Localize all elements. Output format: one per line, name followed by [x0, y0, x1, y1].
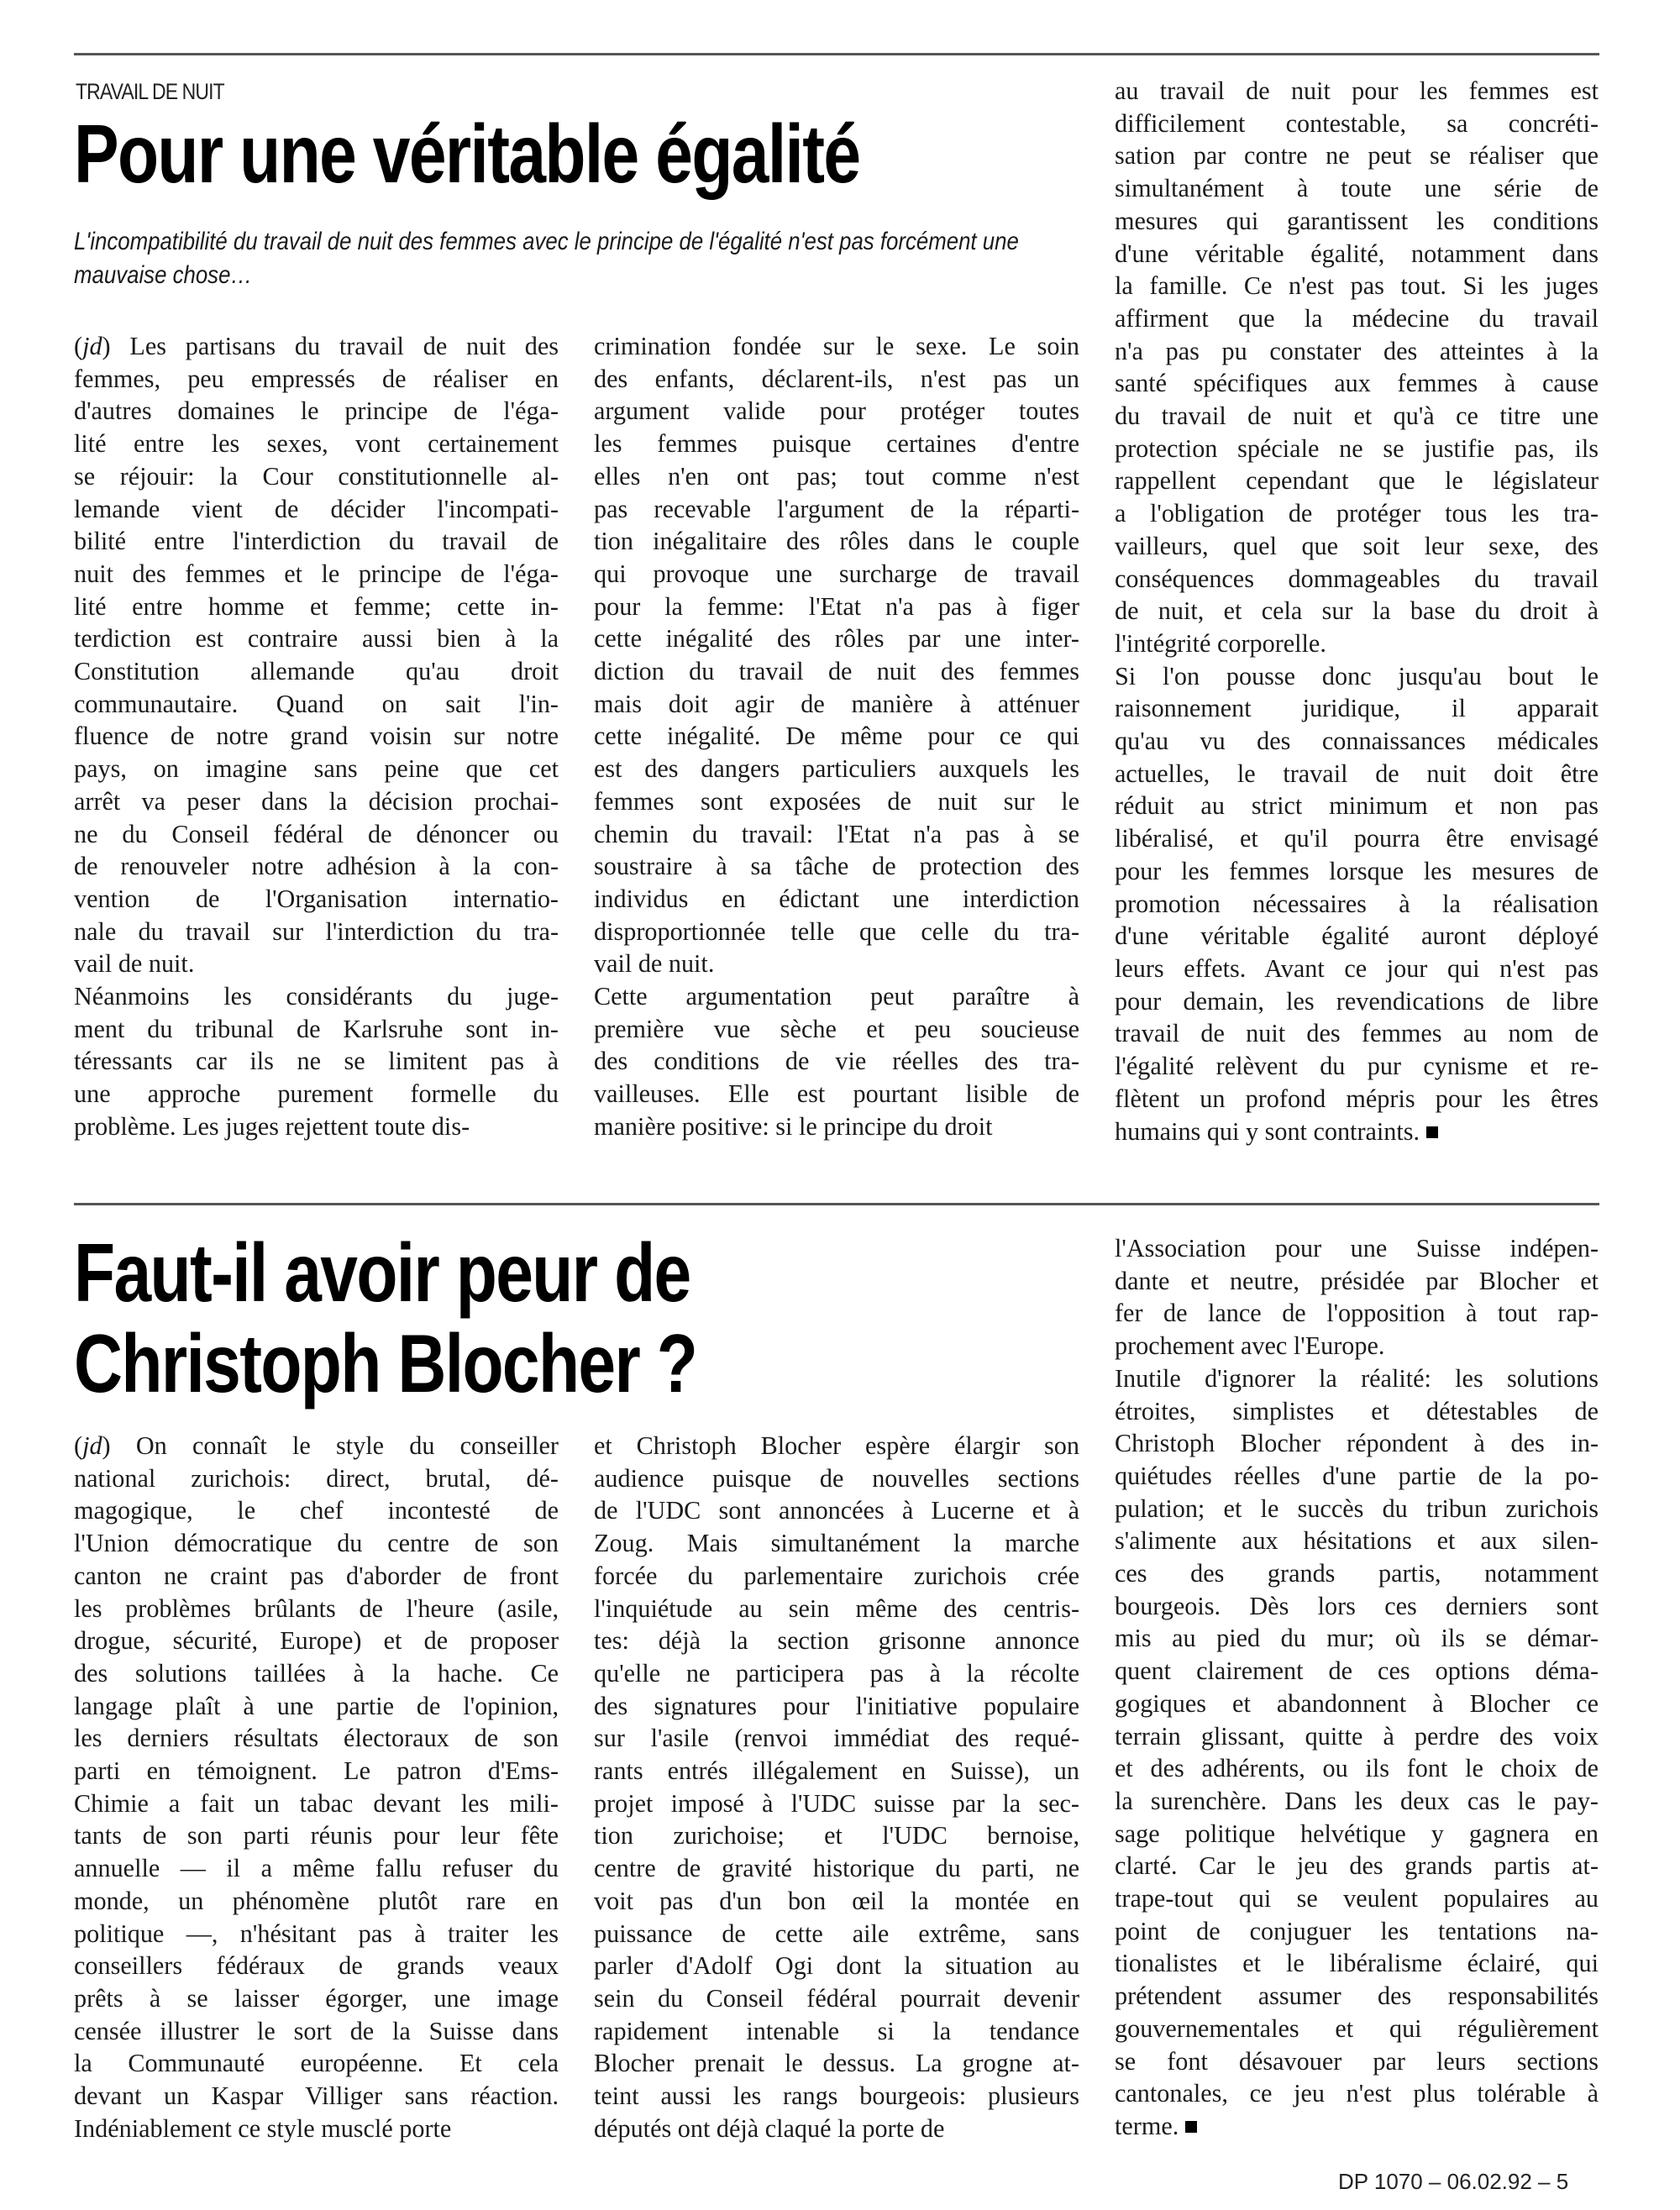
- text-line: difficilement contestable, sa concréti-: [1115, 108, 1599, 138]
- paragraph: [1115, 1362, 1599, 2143]
- text-line: prétendent assumer des responsabilités: [1115, 1982, 1599, 2011]
- text-line: libéralisé, et qu'il pourra être envisagé: [1115, 824, 1599, 853]
- text-line: crimination fondée sur le sexe. Le soin: [594, 332, 1079, 360]
- text-line: des solutions taillées à la hache. Ce: [74, 1658, 559, 1688]
- text-line: vailleuses. Elle est pourtant lisible de: [594, 1079, 1079, 1109]
- text-line: pour la femme: l'Etat n'a pas à figer: [594, 591, 1079, 621]
- text-line: parti en témoignent. Le patron d'Ems-: [74, 1756, 559, 1786]
- text-line: s'alimente aux hésitations et aux silen-: [1115, 1526, 1599, 1556]
- text-line: disproportionnée telle que celle du tra-: [594, 916, 1079, 946]
- text-line: nale du travail sur l'interdiction du tra-: [74, 916, 559, 946]
- article1-column-3: [1115, 75, 1599, 1147]
- text-line: des signatures pour l'initiative populaire: [594, 1691, 1079, 1720]
- text-line: (jd) Les partisans du travail de nuit des: [74, 332, 559, 360]
- text-line: travail de nuit des femmes au nom de: [1115, 1019, 1599, 1048]
- text-line: qu'elle ne participera pas à la récolte: [594, 1658, 1079, 1688]
- paragraph: [74, 980, 559, 1143]
- text-line: au travail de nuit pour les femmes est: [1115, 76, 1599, 105]
- text-line: tion inégalitaire des rôles dans le couple: [594, 527, 1079, 556]
- text-line: Blocher prenait le dessus. La grogne at-: [594, 2049, 1079, 2078]
- text-line: sur l'asile (renvoi immédiat des requé-: [594, 1724, 1079, 1753]
- text-line: a l'obligation de protéger tous les tra-: [1115, 499, 1599, 528]
- paragraph: [594, 980, 1079, 1143]
- text-line: la surenchère. Dans les deux cas le pay-: [1115, 1786, 1599, 1815]
- text-line: l'intégrité corporelle.: [1115, 628, 1326, 658]
- text-line: cantonales, ce jeu n'est plus tolérable à: [1115, 2079, 1599, 2108]
- text-line: rants entrés illégalement en Suisse), un: [594, 1756, 1079, 1786]
- article1-column-2: [594, 330, 1079, 1143]
- text-line: bilité entre l'interdiction du travail de: [74, 527, 559, 556]
- text-line: point de conjuguer les tentations na-: [1115, 1916, 1599, 1945]
- text-line: d'une véritable égalité, notamment dans: [1115, 239, 1599, 268]
- text-line: politique —, n'hésitant pas à traiter les: [74, 1919, 559, 1948]
- text-line: leurs effets. Avant ce jour qui n'est pas: [1115, 953, 1599, 983]
- text-line: cette inégalité des rôles par une inter-: [594, 624, 1079, 654]
- text-line: Inutile d'ignorer la réalité: les solutions: [1115, 1363, 1599, 1393]
- text-line: dante et neutre, présidée par Blocher et: [1115, 1266, 1599, 1295]
- text-line: communautaire. Quand on sait l'in-: [74, 689, 559, 718]
- text-line: promotion nécessaires à la réalisation: [1115, 889, 1599, 918]
- text-line: censée illustrer le sort de la Suisse dans: [74, 2016, 559, 2045]
- article2-column-2: [594, 1430, 1079, 2144]
- text-line: les derniers résultats électoraux de son: [74, 1724, 559, 1753]
- text-line: d'une véritable égalité auront déployé: [1115, 921, 1599, 951]
- article2-column-3: [1115, 1232, 1599, 2143]
- text-line: tants de son parti réunis pour leur fête: [74, 1821, 559, 1850]
- text-line: affirment que la médecine du travail: [1115, 303, 1599, 333]
- text-line: diction du travail de nuit des femmes: [594, 657, 1079, 686]
- text-line: bourgeois. Dès lors ces derniers sont: [1115, 1591, 1599, 1620]
- text-line: ces des grands partis, notamment: [1115, 1559, 1599, 1588]
- paragraph: [1115, 660, 1599, 1148]
- text-line: l'égalité relèvent du pur cynisme et re-: [1115, 1052, 1599, 1081]
- text-line: terrain glissant, quitte à perdre des voix: [1115, 1721, 1599, 1751]
- text-line: se font désavouer par leurs sections: [1115, 2046, 1599, 2076]
- text-line: étroites, simplistes et détestables de: [1115, 1396, 1599, 1425]
- text-line: puissance de cette aile extrême, sans: [594, 1919, 1079, 1948]
- text-line: conséquences dommageables du travail: [1115, 564, 1599, 593]
- text-line: monde, un phénomène plutôt rare en: [74, 1886, 559, 1915]
- text-line: l'Union démocratique du centre de son: [74, 1529, 559, 1558]
- text-line: pour demain, les revendications de libre: [1115, 986, 1599, 1016]
- text-line: protection spéciale ne se justifie pas, ils: [1115, 433, 1599, 463]
- text-line: chemin du travail: l'Etat n'a pas à se: [594, 819, 1079, 848]
- text-line: réduit au strict minimum et non pas: [1115, 791, 1599, 821]
- text-line: rapidement intenable si la tendance: [594, 2016, 1079, 2045]
- text-line: devant un Kaspar Villiger sans réaction.: [74, 2081, 559, 2111]
- text-line: vail de nuit.: [74, 949, 195, 979]
- paragraph: [594, 330, 1079, 980]
- text-line: de renouveler notre adhésion à la con-: [74, 852, 559, 881]
- text-line: voit pas d'un bon œil la montée en: [594, 1886, 1079, 1915]
- text-line: humains qui y sont contraints.: [1115, 1115, 1599, 1148]
- text-line: prêts à se laisser égorger, une image: [74, 1983, 559, 2013]
- text-line: projet imposé à l'UDC suisse par la sec-: [594, 1788, 1079, 1818]
- text-line: Cette argumentation peut paraître à: [594, 982, 1079, 1011]
- text-line: parler d'Adolf Ogi dont la situation au: [594, 1951, 1079, 1981]
- text-line: sation par contre ne peut se réaliser que: [1115, 141, 1599, 171]
- text-line: pas recevable l'argument de la réparti-: [594, 494, 1079, 523]
- text-line: Indéniablement ce style musclé porte: [74, 2113, 452, 2143]
- text-line: gouvernementales et qui régulièrement: [1115, 2013, 1599, 2043]
- text-line: n'a pas pu constater des atteintes à la: [1115, 336, 1599, 365]
- end-of-article-mark: [1185, 2121, 1197, 2133]
- article1-kicker: TRAVAIL DE NUIT: [76, 79, 224, 104]
- text-line: rappellent cependant que le législateur: [1115, 466, 1599, 496]
- text-line: ne du Conseil fédéral de dénoncer ou: [74, 819, 559, 848]
- text-line: mais doit agir de manière à atténuer: [594, 689, 1079, 718]
- text-line: tes: déjà la section grisonne annonce: [594, 1626, 1079, 1656]
- end-of-article-mark: [1426, 1126, 1438, 1138]
- author-initials: (jd): [74, 332, 130, 360]
- text-line: du travail de nuit et qu'à ce titre une: [1115, 402, 1599, 431]
- article2-title-line2: Christoph Blocher ?: [74, 1317, 697, 1409]
- text-line: et Christoph Blocher espère élargir son: [594, 1431, 1079, 1460]
- article2-title-line1: Faut-il avoir peur de: [74, 1226, 690, 1319]
- text-line: terdiction est contraire aussi bien à la: [74, 624, 559, 654]
- text-line: lemande vient de décider l'incompati-: [74, 494, 559, 523]
- text-line: Néanmoins les considérants du juge-: [74, 982, 559, 1011]
- text-line: les femmes puisque certaines d'entre: [594, 429, 1079, 459]
- text-line: sage politique helvétique y gagnera en: [1115, 1819, 1599, 1848]
- text-line: pays, on imagine sans peine que cet: [74, 754, 559, 784]
- text-line: nuit des femmes et le principe de l'éga-: [74, 559, 559, 588]
- text-line: fluence de notre grand voisin sur notre: [74, 722, 559, 751]
- text-line: tionalistes et le libéralisme éclairé, qui: [1115, 1949, 1599, 1978]
- text-line: Christoph Blocher répondent à des in-: [1115, 1429, 1599, 1458]
- text-line: femmes, peu empressés de réaliser en: [74, 364, 559, 393]
- text-line: d'autres domaines le principe de l'éga-: [74, 396, 559, 426]
- text-line: raisonnement juridique, il apparait: [1115, 694, 1599, 723]
- article1-title: Pour une véritable égalité: [74, 108, 860, 200]
- text-line: la Communauté européenne. Et cela: [74, 2049, 559, 2078]
- text-line: teint aussi les rangs bourgeois: plusieurs: [594, 2081, 1079, 2111]
- text-line: flètent un profond mépris pour les êtres: [1115, 1084, 1599, 1113]
- text-line: argument valide pour protéger toutes: [594, 396, 1079, 426]
- text-line: magogique, le chef incontesté de: [74, 1496, 559, 1525]
- text-line: qui provoque une surcharge de travail: [594, 559, 1079, 588]
- text-line: Chimie a fait un tabac devant les mili-: [74, 1788, 559, 1818]
- text-line: langage plaît à une partie de l'opinion,: [74, 1691, 559, 1720]
- text-line: mis au pied du mur; où ils se démar-: [1115, 1624, 1599, 1653]
- article1-column-1: [74, 330, 559, 1143]
- text-line: Zoug. Mais simultanément la marche: [594, 1529, 1079, 1558]
- text-line: Si l'on pousse donc jusqu'au bout le: [1115, 661, 1599, 690]
- text-line: terme.: [1115, 2110, 1599, 2143]
- text-line: tion zurichoise; et l'UDC bernoise,: [594, 1821, 1079, 1850]
- text-line: femmes sont exposées de nuit sur le: [594, 786, 1079, 816]
- text-line: cette inégalité. De même pour ce qui: [594, 722, 1079, 751]
- text-line: de l'UDC sont annoncées à Lucerne et à: [594, 1496, 1079, 1525]
- text-line: simultanément à toute une série de: [1115, 174, 1599, 203]
- text-line: est des dangers particuliers auxquels les: [594, 754, 1079, 784]
- text-line: l'inquiétude au sein même des centris-: [594, 1593, 1079, 1623]
- paragraph: [74, 330, 559, 980]
- page-folio: DP 1070 – 06.02.92 – 5: [1338, 2169, 1569, 2194]
- text-line: individus en édictant une interdiction: [594, 884, 1079, 913]
- text-line: lité entre homme et femme; cette in-: [74, 591, 559, 621]
- text-line: annuelle — il a même fallu refuser du: [74, 1854, 559, 1883]
- article1-dek: L'incompatibilité du travail de nuit des femmes avec le principe de l'égalité n'est pas forcément une mauvaise chose…: [74, 228, 1019, 289]
- paragraph: [594, 1430, 1079, 2144]
- text-line: et des adhérents, ou ils font le choix de: [1115, 1754, 1599, 1783]
- paragraph: [1115, 75, 1599, 660]
- text-line: santé spécifiques aux femmes à cause: [1115, 369, 1599, 398]
- text-line: conseillers fédéraux de grands veaux: [74, 1951, 559, 1981]
- paragraph: [1115, 1232, 1599, 1362]
- text-line: qu'au vu des connaissances médicales: [1115, 727, 1599, 756]
- text-line: Constitution allemande qu'au droit: [74, 657, 559, 686]
- text-line: les problèmes brûlants de l'heure (asile,: [74, 1593, 559, 1623]
- text-line: clarté. Car le jeu des grands partis at-: [1115, 1851, 1599, 1881]
- text-line: centre de gravité historique du parti, ne: [594, 1854, 1079, 1883]
- text-line: lité entre les sexes, vont certainement: [74, 429, 559, 459]
- paragraph: [74, 1430, 559, 2144]
- text-line: quiétudes réelles d'une partie de la po-: [1115, 1461, 1599, 1490]
- article2-column-1: [74, 1430, 559, 2144]
- text-line: se réjouir: la Cour constitutionnelle al-: [74, 461, 559, 491]
- text-line: vailleurs, quel que soit leur sexe, des: [1115, 531, 1599, 560]
- text-line: pulation; et le succès du tribun zurichois: [1115, 1493, 1599, 1523]
- text-line: forcée du parlementaire zurichois crée: [594, 1561, 1079, 1590]
- text-line: pour les femmes lorsque les mesures de: [1115, 856, 1599, 885]
- text-line: mesures qui garantissent les conditions: [1115, 206, 1599, 235]
- top-rule: [74, 53, 1599, 55]
- text-line: l'Association pour une Suisse indépen-: [1115, 1234, 1599, 1262]
- text-line: une approche purement formelle du: [74, 1079, 559, 1109]
- text-line: elles n'en ont pas; tout comme n'est: [594, 461, 1079, 491]
- text-line: ment du tribunal de Karlsruhe sont in-: [74, 1014, 559, 1043]
- text-line: arrêt va peser dans la décision prochai-: [74, 786, 559, 816]
- text-line: manière positive: si le principe du droit: [594, 1111, 993, 1141]
- text-line: de nuit, et cela sur la base du droit à: [1115, 596, 1599, 626]
- text-line: vail de nuit.: [594, 949, 715, 979]
- text-line: première vue sèche et peu soucieuse: [594, 1014, 1079, 1043]
- text-line: vention de l'Organisation internatio-: [74, 884, 559, 913]
- text-line: députés ont déjà claqué la porte de: [594, 2113, 945, 2143]
- section-divider-rule: [74, 1203, 1599, 1205]
- text-line: drogue, sécurité, Europe) et de proposer: [74, 1626, 559, 1656]
- text-line: audience puisque de nouvelles sections: [594, 1463, 1079, 1493]
- text-line: fer de lance de l'opposition à tout rap-: [1115, 1299, 1599, 1328]
- text-line: la famille. Ce n'est pas tout. Si les juges: [1115, 271, 1599, 301]
- text-line: national zurichois: direct, brutal, dé-: [74, 1463, 559, 1493]
- text-line: des conditions de vie réelles des tra-: [594, 1047, 1079, 1076]
- text-line: soustraire à sa tâche de protection des: [594, 852, 1079, 881]
- text-line: trape-tout qui se veulent populaires au: [1115, 1884, 1599, 1913]
- text-line: quent clairement de ces options déma-: [1115, 1656, 1599, 1686]
- author-initials: (jd): [74, 1431, 136, 1460]
- text-line: sein du Conseil fédéral pourrait devenir: [594, 1983, 1079, 2013]
- text-line: téressants car ils ne se limitent pas à: [74, 1047, 559, 1076]
- text-line: actuelles, le travail de nuit doit être: [1115, 759, 1599, 788]
- text-line: gogiques et abandonnent à Blocher ce: [1115, 1688, 1599, 1718]
- text-line: canton ne craint pas d'aborder de front: [74, 1561, 559, 1590]
- text-line: prochement avec l'Europe.: [1115, 1331, 1385, 1361]
- text-line: des enfants, déclarent-ils, n'est pas un: [594, 364, 1079, 393]
- text-line: (jd) On connaît le style du conseiller: [74, 1431, 559, 1460]
- text-line: problème. Les juges rejettent toute dis-: [74, 1111, 470, 1141]
